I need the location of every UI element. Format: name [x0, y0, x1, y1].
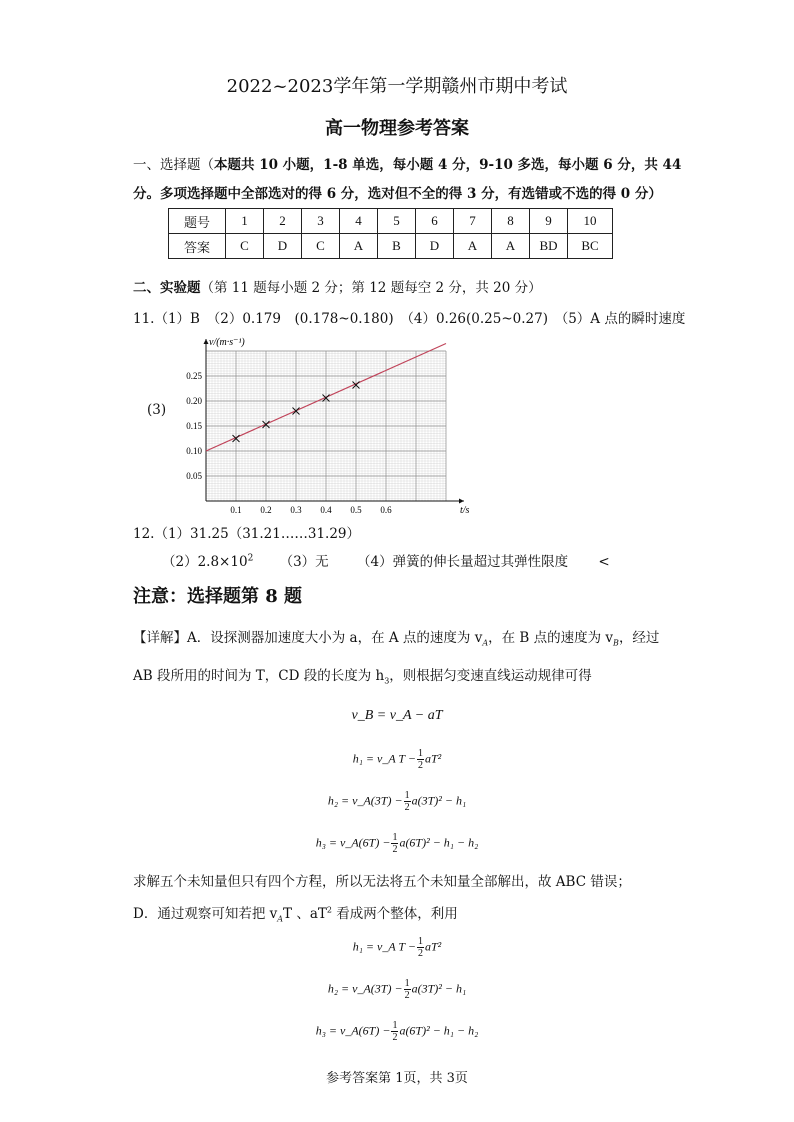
detail-sub: B [613, 638, 619, 648]
detail-line3: 求解五个未知量但只有四个方程，所以无法将五个未知量全部解出，故 ABC 错误； [133, 874, 631, 890]
fraction-half [391, 832, 398, 855]
x-tick-label: 0.6 [380, 505, 392, 515]
fraction-denominator: 2 [417, 760, 423, 771]
equation-1: v_B = v_A − aT [351, 708, 443, 723]
velocity-time-chart [176, 336, 470, 518]
section1-line2: 分。多项选择题中全部选对的得 6 分，选对但不全的得 3 分，有选错或不选的得 0 分） [133, 186, 662, 202]
q12-line1: 12.（1）31.25（31.21……31.29） [133, 526, 361, 542]
document-subtitle: 高一物理参考答案 [325, 118, 469, 139]
fraction-numerator: 1 [404, 978, 410, 989]
fraction-denominator: 2 [404, 990, 410, 1001]
equation-part: h₃ = v_A(6T) − [315, 1023, 391, 1038]
table-cell: 5 [378, 209, 416, 234]
detail-text: D．通过观察可知若把 v [133, 906, 278, 922]
x-tick-label: 0.4 [320, 505, 332, 515]
q12-part4: （4）弹簧的伸长量超过其弹性限度 [356, 554, 569, 570]
detail-line4 [133, 902, 458, 924]
detail-text: ，经过 [618, 630, 660, 646]
q12-symbol: < [598, 554, 610, 570]
table-cell: 9 [530, 209, 568, 234]
detail-text: A．设探测器加速度大小为 a，在 A 点的速度为 v [187, 630, 483, 646]
document-title: 2022~2023学年第一学期赣州市期中考试 [226, 76, 568, 97]
q12-part2: （2）2.8×10 [162, 554, 248, 570]
table-cell: A [492, 234, 530, 259]
section2-line [133, 276, 542, 296]
equation-part: h₁ = v_A T − [352, 751, 416, 766]
table-cell: D [264, 234, 302, 259]
fraction-half [417, 936, 424, 959]
y-tick-label: 0.20 [186, 396, 202, 406]
equation-part: aT² [424, 939, 442, 954]
equation-part: h₃ = v_A(6T) − [315, 835, 391, 850]
table-row-answers [169, 234, 613, 259]
x-tick-label: 0.5 [350, 505, 362, 515]
equation-part: aT² [424, 751, 442, 766]
equation-5 [0, 936, 794, 959]
q12-part3: （3）无 [279, 554, 329, 570]
x-axis-arrow [459, 499, 464, 504]
table-cell: 4 [340, 209, 378, 234]
equation-part: a(3T)² − h₁ [411, 981, 467, 996]
detail-text: 看成两个整体，利用 [331, 906, 458, 922]
equation-4 [0, 832, 794, 855]
fraction-numerator: 1 [404, 790, 410, 801]
q11-part3-label: (3) [147, 402, 167, 418]
answer-table [168, 208, 613, 259]
table-cell: C [226, 234, 264, 259]
table-cell: A [454, 234, 492, 259]
table-cell: C [302, 234, 340, 259]
equation-7 [0, 1020, 794, 1043]
table-cell: 3 [302, 209, 340, 234]
fraction-half [404, 978, 411, 1001]
detail-sup: 2 [326, 905, 332, 915]
note-heading: 注意：选择题第 8 题 [133, 586, 303, 607]
detail-text: AB 段所用的时间为 T，CD 段的长度为 h [133, 668, 385, 684]
y-tick-label: 0.10 [186, 446, 202, 456]
table-cell: B [378, 234, 416, 259]
x-tick-label: 0.3 [290, 505, 302, 515]
fraction-half [391, 1020, 398, 1043]
table-cell: 6 [416, 209, 454, 234]
equation-3 [0, 790, 794, 813]
section1-bold-1: 本题共 10 小题，1-8 单选，每小题 4 分，9-10 多选，每小题 6 分，共 44 [214, 157, 682, 173]
detail-text: ，则根据匀变速直线运动规律可得 [389, 668, 592, 684]
equation-6 [0, 978, 794, 1001]
detail-sub: A [277, 914, 284, 924]
q12-part2-exponent: 2 [247, 553, 254, 564]
section2-heading: 二、实验题 [133, 280, 201, 296]
section2-detail: （第 11 题每小题 2 分；第 12 题每空 2 分，共 20 分） [200, 280, 542, 296]
y-axis-arrow [204, 339, 209, 344]
table-cell: BD [530, 234, 568, 259]
fraction-denominator: 2 [417, 948, 423, 959]
x-tick-label: 0.2 [260, 505, 272, 515]
fraction-half [417, 748, 424, 771]
equation-part: h₂ = v_A(3T) − [327, 981, 403, 996]
table-cell: 10 [568, 209, 613, 234]
section1-prefix: 一、选择题（ [133, 157, 214, 173]
fraction-numerator: 1 [392, 1020, 398, 1031]
detail-sub: 3 [384, 676, 390, 686]
detail-line1 [133, 626, 659, 648]
y-tick-label: 0.05 [186, 471, 202, 481]
table-cell: 1 [226, 209, 264, 234]
x-tick-label: 0.1 [230, 505, 242, 515]
table-cell: 2 [264, 209, 302, 234]
detail-text: ，在 B 点的速度为 v [488, 630, 614, 646]
fraction-numerator: 1 [392, 832, 398, 843]
y-tick-label: 0.15 [186, 421, 202, 431]
section1-line1 [133, 153, 681, 173]
fraction-half [404, 790, 411, 813]
table-cell: A [340, 234, 378, 259]
table-cell: 8 [492, 209, 530, 234]
fraction-numerator: 1 [417, 936, 423, 947]
equation-2 [0, 748, 794, 771]
detail-sub: A [482, 638, 489, 648]
table-cell: BC [568, 234, 613, 259]
table-row-numbers [169, 209, 613, 234]
fraction-denominator: 2 [404, 802, 410, 813]
y-tick-label: 0.25 [186, 371, 202, 381]
detail-text: T 、aT [283, 906, 327, 922]
detail-line2 [133, 664, 592, 686]
table-cell: 7 [454, 209, 492, 234]
equation-part: h₂ = v_A(3T) − [327, 793, 403, 808]
q11-answers: 11.（1）B （2）0.179 (0.178~0.180) （4）0.26(0.25~0.27) （5）A 点的瞬时速度 [133, 311, 686, 327]
page-footer: 参考答案第 1页，共 3页 [326, 1071, 468, 1086]
table-header-number: 题号 [169, 209, 226, 234]
equation-part: h₁ = v_A T − [352, 939, 416, 954]
y-axis-label: v/(m·s⁻¹) [209, 337, 245, 348]
equation-part: a(3T)² − h₁ [411, 793, 467, 808]
q12-line2 [162, 550, 610, 570]
fraction-denominator: 2 [392, 844, 398, 855]
table-header-answer: 答案 [169, 234, 226, 259]
fraction-denominator: 2 [392, 1032, 398, 1043]
x-axis-label: t/s [460, 505, 470, 516]
equation-part: a(6T)² − h₁ − h₂ [399, 1023, 479, 1038]
detail-bracket: 【详解】 [133, 630, 187, 646]
equation-part: a(6T)² − h₁ − h₂ [399, 835, 479, 850]
fraction-numerator: 1 [417, 748, 423, 759]
table-cell: D [416, 234, 454, 259]
